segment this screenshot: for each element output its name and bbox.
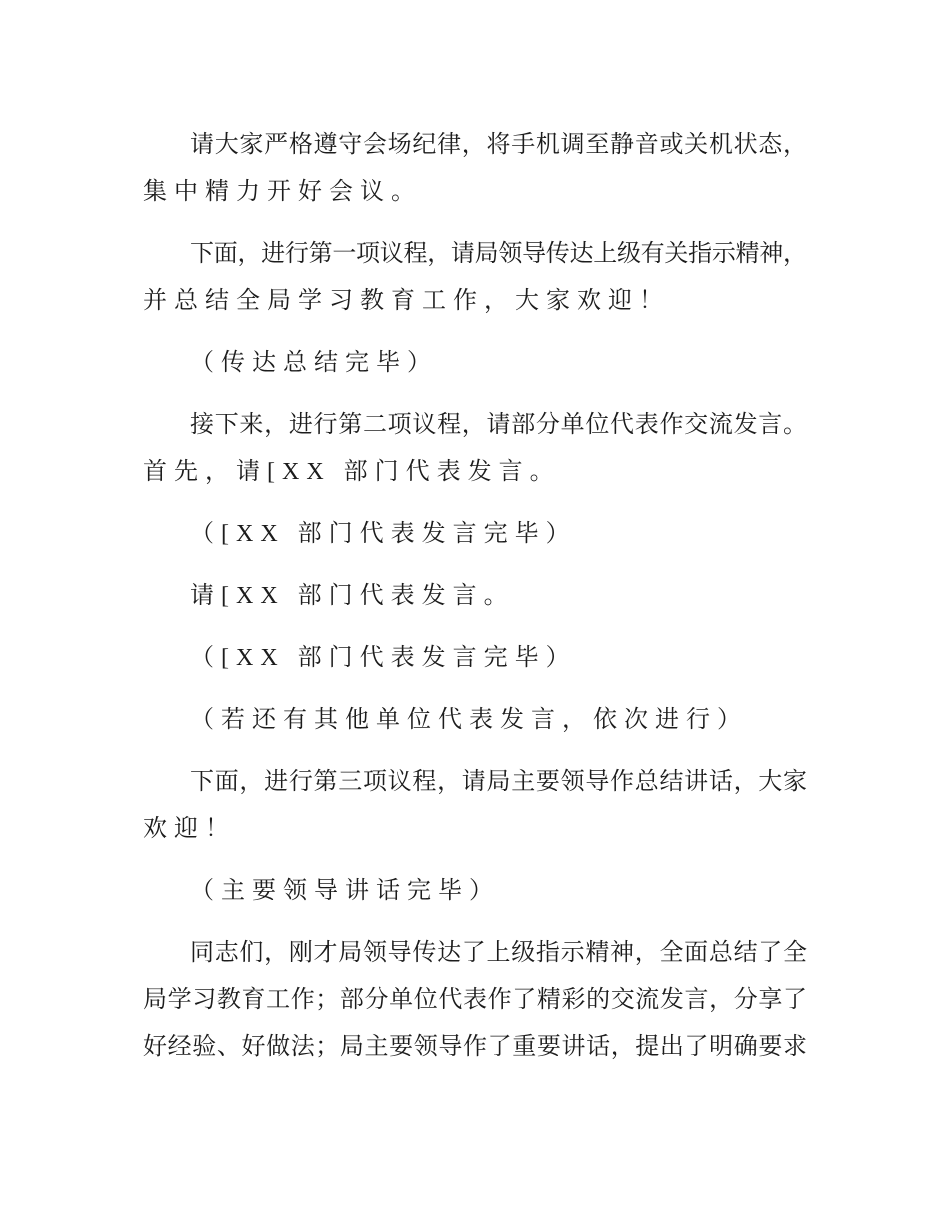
text-line: （若还有其他单位代表发言，依次进行） <box>190 707 748 733</box>
text-line: （[XX 部门代表发言完毕） <box>190 521 577 547</box>
text-line: 下面，进行第三项议程，请局主要领导作总结讲话，大家 <box>190 769 806 795</box>
text-line: 欢迎！ <box>143 816 236 842</box>
text-line: 请[XX 部门代表发言。 <box>190 583 515 609</box>
text-line: （[XX 部门代表发言完毕） <box>190 645 577 671</box>
paragraph <box>143 511 806 558</box>
text-line: （主要领导讲话完毕） <box>190 878 500 904</box>
text-line: 局学习教育工作；部分单位代表作了精彩的交流发言，分享了 <box>143 987 806 1013</box>
paragraph <box>143 759 806 853</box>
text-line: 并总结全局学习教育工作，大家欢迎！ <box>143 288 670 314</box>
paragraph <box>143 635 806 682</box>
text-line: 首先，请[XX 部门代表发言。 <box>143 459 561 485</box>
paragraph <box>143 122 806 216</box>
text-line: 好经验、好做法；局主要领导作了重要讲话，提出了明确要求 <box>143 1034 806 1060</box>
text-line: 下面，进行第一项议程，请局领导传达上级有关指示精神， <box>190 241 806 267</box>
paragraph <box>143 573 806 620</box>
text-line: 集中精力开好会议。 <box>143 179 422 205</box>
paragraph <box>143 930 806 1071</box>
paragraph <box>143 868 806 915</box>
text-line: 同志们，刚才局领导传达了上级指示精神，全面总结了全 <box>190 940 806 966</box>
paragraph <box>143 231 806 325</box>
paragraph <box>143 340 806 387</box>
paragraph <box>143 402 806 496</box>
text-line: （传达总结完毕） <box>190 350 438 376</box>
text-line: 接下来，进行第二项议程，请部分单位代表作交流发言。 <box>190 412 806 438</box>
paragraph <box>143 697 806 744</box>
text-line: 请大家严格遵守会场纪律，将手机调至静音或关机状态， <box>190 132 806 158</box>
